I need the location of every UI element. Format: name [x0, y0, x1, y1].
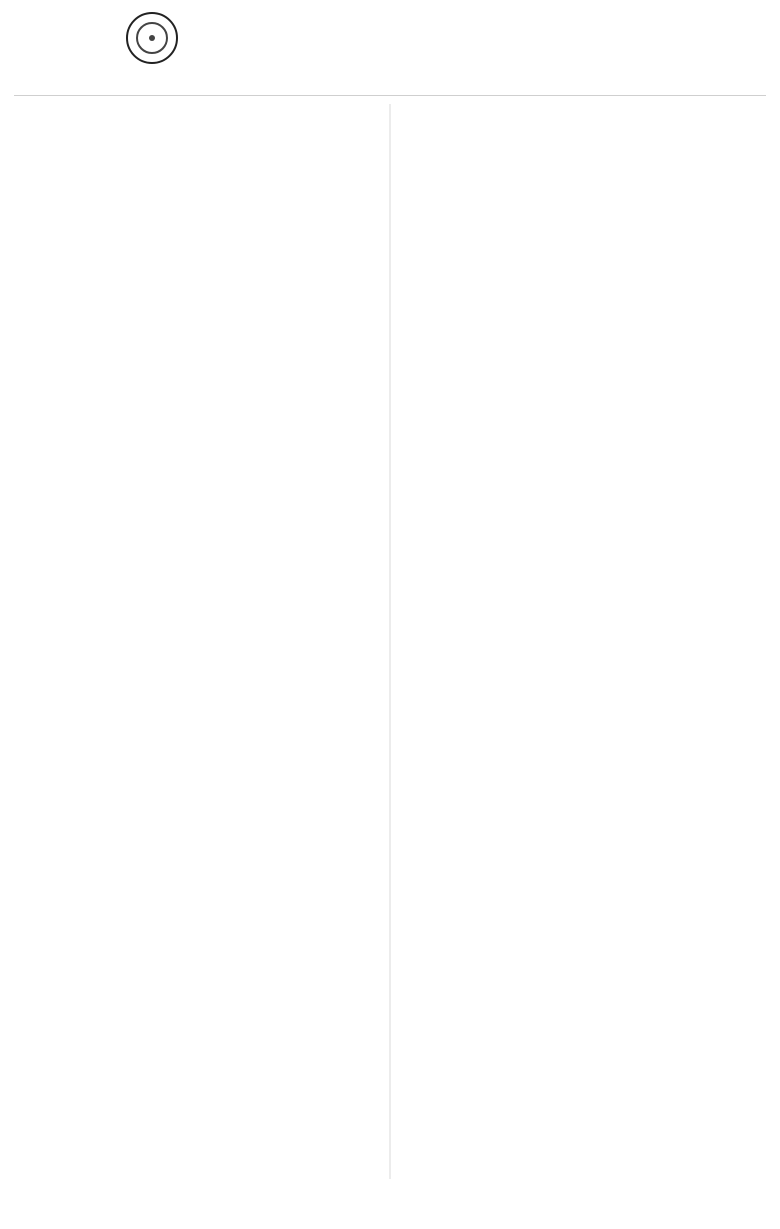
- question-item: [399, 284, 766, 327]
- question-options: [399, 974, 766, 989]
- question-text: [14, 104, 381, 119]
- question-options: [14, 569, 381, 584]
- question-item: [399, 419, 766, 462]
- question-item: [14, 284, 381, 327]
- exam-instructions: [54, 68, 726, 86]
- question-item: [399, 644, 766, 687]
- university-seal-icon: [126, 12, 178, 64]
- question-options: [399, 569, 766, 584]
- question-item: [14, 419, 381, 462]
- question-text: [14, 1139, 381, 1154]
- question-item: [14, 509, 381, 552]
- question-item: [14, 914, 381, 957]
- question-options: [399, 434, 766, 449]
- question-item: [14, 104, 381, 147]
- question-options: [399, 389, 766, 404]
- question-text: [14, 509, 381, 524]
- question-options: [14, 704, 381, 719]
- question-item: [399, 914, 766, 957]
- question-text: [14, 419, 381, 434]
- question-options: [399, 929, 766, 944]
- question-item: [399, 689, 766, 732]
- question-text: [14, 1094, 381, 1109]
- question-text: [399, 914, 766, 929]
- question-item: [14, 644, 381, 687]
- question-item: [14, 869, 381, 912]
- question-item: [14, 149, 381, 192]
- question-options: [399, 254, 766, 269]
- question-options: [399, 299, 766, 314]
- question-options: [399, 884, 766, 899]
- question-text: [399, 554, 766, 569]
- question-text: [14, 554, 381, 569]
- question-item: [399, 554, 766, 597]
- question-options: [14, 254, 381, 269]
- question-options: [399, 704, 766, 719]
- question-item: [399, 509, 766, 552]
- exam-title: [204, 12, 748, 34]
- question-options: [14, 1154, 381, 1169]
- question-item: [14, 1004, 381, 1047]
- question-options: [14, 479, 381, 494]
- question-options: [399, 749, 766, 764]
- question-item: [14, 1049, 381, 1092]
- right-question-column: [399, 104, 766, 1229]
- question-text: [399, 644, 766, 659]
- question-item: [399, 1094, 766, 1137]
- question-options: [399, 344, 766, 359]
- question-text: [399, 959, 766, 974]
- question-item: [399, 464, 766, 507]
- question-text: [399, 1139, 766, 1154]
- question-options: [14, 614, 381, 629]
- question-options: [399, 659, 766, 674]
- question-options: [399, 1199, 766, 1214]
- question-options: [399, 524, 766, 539]
- question-item: [399, 1139, 766, 1182]
- question-options: [399, 119, 766, 134]
- question-options: [399, 839, 766, 854]
- question-item: [14, 599, 381, 642]
- question-text: [14, 824, 381, 839]
- left-question-column: [14, 104, 381, 1229]
- question-item: [14, 1094, 381, 1137]
- question-options: [399, 479, 766, 494]
- question-columns: [14, 104, 766, 1179]
- exam-header: [14, 10, 766, 96]
- question-options: [399, 164, 766, 179]
- question-item: [14, 1184, 381, 1227]
- question-item: [399, 239, 766, 282]
- question-item: [399, 1004, 766, 1047]
- question-text: [14, 149, 381, 164]
- question-text: [399, 689, 766, 704]
- question-item: [399, 329, 766, 372]
- question-item: [14, 824, 381, 867]
- question-options: [399, 1064, 766, 1079]
- question-item: [399, 374, 766, 417]
- question-item: [399, 869, 766, 912]
- question-options: [399, 1109, 766, 1124]
- question-options: [14, 434, 381, 449]
- question-item: [14, 239, 381, 282]
- question-options: [14, 974, 381, 989]
- question-text: [399, 599, 766, 614]
- question-text: [399, 239, 766, 254]
- question-text: [14, 779, 381, 794]
- question-options: [14, 659, 381, 674]
- question-item: [14, 779, 381, 822]
- question-options: [14, 389, 381, 404]
- question-item: [14, 1139, 381, 1182]
- question-item: [399, 824, 766, 867]
- question-item: [14, 329, 381, 372]
- question-text: [399, 1004, 766, 1019]
- question-item: [399, 149, 766, 192]
- question-text: [14, 959, 381, 974]
- question-text: [14, 329, 381, 344]
- question-text: [14, 1049, 381, 1064]
- question-text: [399, 824, 766, 839]
- question-options: [14, 344, 381, 359]
- question-text: [399, 1094, 766, 1109]
- question-options: [14, 1109, 381, 1124]
- question-options: [14, 749, 381, 764]
- question-text: [399, 734, 766, 749]
- question-item: [14, 554, 381, 597]
- question-text: [399, 284, 766, 299]
- question-options: [399, 794, 766, 809]
- question-options: [14, 119, 381, 134]
- question-options: [399, 1154, 766, 1169]
- question-item: [399, 1049, 766, 1092]
- question-options: [14, 209, 381, 224]
- question-text: [14, 194, 381, 209]
- question-options: [399, 209, 766, 224]
- question-text: [14, 644, 381, 659]
- question-options: [399, 614, 766, 629]
- question-text: [14, 374, 381, 389]
- question-item: [399, 959, 766, 1002]
- question-text: [399, 509, 766, 524]
- question-item: [14, 689, 381, 732]
- question-text: [14, 599, 381, 614]
- question-text: [399, 1184, 766, 1199]
- question-text: [14, 1004, 381, 1019]
- question-text: [14, 239, 381, 254]
- question-text: [399, 779, 766, 794]
- question-options: [14, 794, 381, 809]
- question-text: [14, 689, 381, 704]
- question-text: [14, 1184, 381, 1199]
- question-item: [14, 959, 381, 1002]
- question-options: [14, 929, 381, 944]
- question-item: [399, 194, 766, 237]
- question-text: [399, 329, 766, 344]
- question-item: [14, 374, 381, 417]
- header-text-block: [204, 12, 748, 54]
- question-text: [14, 869, 381, 884]
- question-text: [399, 149, 766, 164]
- question-item: [399, 104, 766, 147]
- question-text: [399, 464, 766, 479]
- question-options: [14, 884, 381, 899]
- question-text: [14, 734, 381, 749]
- question-options: [14, 299, 381, 314]
- question-options: [14, 524, 381, 539]
- question-text: [399, 194, 766, 209]
- question-options: [14, 839, 381, 854]
- question-text: [399, 1049, 766, 1064]
- question-text: [399, 869, 766, 884]
- question-options: [399, 1019, 766, 1034]
- question-item: [399, 599, 766, 642]
- question-text: [399, 419, 766, 434]
- question-item: [399, 734, 766, 777]
- question-text: [399, 104, 766, 119]
- question-item: [399, 1184, 766, 1227]
- question-item: [399, 779, 766, 822]
- question-options: [14, 1064, 381, 1079]
- question-item: [14, 194, 381, 237]
- question-item: [14, 464, 381, 507]
- question-options: [14, 164, 381, 179]
- question-options: [14, 1019, 381, 1034]
- question-text: [399, 374, 766, 389]
- question-item: [14, 734, 381, 777]
- question-text: [14, 464, 381, 479]
- question-text: [14, 914, 381, 929]
- question-options: [14, 1199, 381, 1214]
- question-text: [14, 284, 381, 299]
- exam-subtitle: [204, 34, 748, 54]
